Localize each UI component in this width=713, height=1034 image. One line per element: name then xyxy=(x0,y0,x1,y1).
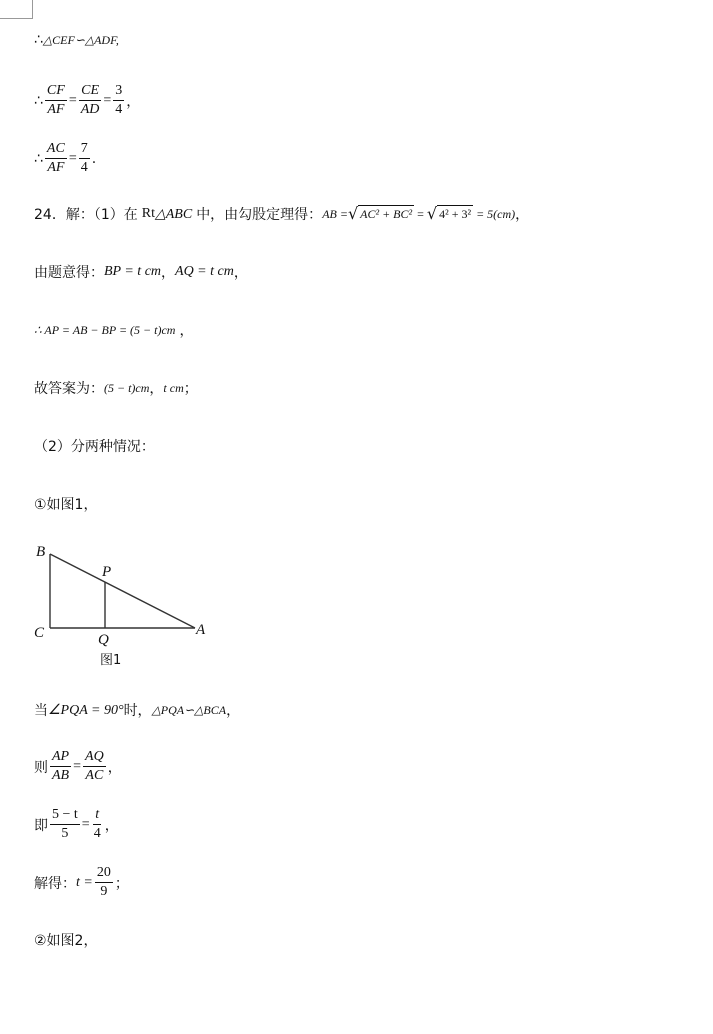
equals: = xyxy=(81,816,90,832)
therefore-symbol: ∴ xyxy=(34,32,43,48)
fraction-cf-af: $\frac{CF}{AF}$ xyxy=(46,83,65,117)
therefore-symbol: ∴ xyxy=(34,92,43,109)
namely-text: 即 xyxy=(34,817,48,834)
equals: = xyxy=(73,758,82,774)
equals: = xyxy=(417,206,424,221)
similarity-statement: △CEF∽△ADF, xyxy=(42,32,119,47)
line-ap xyxy=(34,320,193,340)
then-text: 则 xyxy=(34,759,48,776)
result-5cm: = 5(cm) xyxy=(476,206,516,221)
sqrt-ac-bc: √ AC² + BC² xyxy=(347,204,413,223)
line-ratio-3-4 xyxy=(34,82,140,119)
fraction-ce-ad: $\frac{CE}{AD}$ xyxy=(80,83,100,117)
figure-caption: 图1 xyxy=(100,653,122,668)
punctuation: ； xyxy=(114,875,129,892)
line-namely xyxy=(34,806,119,843)
t-equals: t = xyxy=(76,874,93,890)
rt-label: Rt xyxy=(141,206,155,221)
given-text: 由题意得： xyxy=(34,265,104,281)
answer-aq: t cm xyxy=(163,380,184,395)
sqrt-4-3: √ 4² + 3² xyxy=(426,204,472,223)
ap-expression: ∴ AP = AB − BP = (5 − t)cm xyxy=(34,322,176,337)
punctuation: ； xyxy=(183,381,198,397)
fraction-20-9: $\frac{20}{9}$ xyxy=(96,865,111,899)
side-ba xyxy=(50,554,195,628)
time-text: 时， xyxy=(123,703,152,719)
therefore-symbol: ∴ xyxy=(34,150,43,167)
when-text: 当 xyxy=(34,703,48,719)
problem-heading: 24．解：（1）在 xyxy=(34,207,138,223)
line-q24-pythagoras xyxy=(34,204,529,224)
line-case1 xyxy=(34,494,97,514)
label-a: A xyxy=(196,622,206,638)
line-ratio-7-4 xyxy=(34,140,96,177)
fraction-t-over-4: $\frac{t}{4}$ xyxy=(93,807,101,841)
triangle-diagram xyxy=(30,540,230,670)
angle-pqa: ∠PQA = 90° xyxy=(48,702,124,718)
line-two-cases xyxy=(34,436,155,456)
triangle-abc: △ABC xyxy=(154,206,193,222)
equals: = xyxy=(68,92,77,108)
fraction-5-minus-t-over-5: $\frac{5 - t}{5}$ xyxy=(52,807,78,841)
label-p: P xyxy=(102,564,112,580)
two-cases-text: （2）分两种情况： xyxy=(34,439,155,455)
line-when-angle xyxy=(34,700,240,720)
label-c: C xyxy=(34,625,45,641)
similarity-pqa-bca: △PQA∽△BCA xyxy=(151,702,227,717)
punctuation: ， xyxy=(104,817,119,834)
fraction-ac-af: $\frac{AC}{AF}$ xyxy=(46,141,65,175)
punctuation: ， xyxy=(179,323,194,339)
punctuation: ， xyxy=(226,703,241,719)
line-case2 xyxy=(34,930,97,950)
figure-1 xyxy=(30,540,230,674)
line-given xyxy=(34,262,248,282)
separator: ， xyxy=(161,265,176,281)
separator: ， xyxy=(149,381,164,397)
punctuation: . xyxy=(91,150,97,167)
answer-ap: (5 − t)cm xyxy=(104,380,150,395)
page-corner-mark xyxy=(0,0,33,19)
line-answer xyxy=(34,378,198,398)
equals: = xyxy=(68,150,77,166)
line-similar-triangles xyxy=(34,32,119,48)
solve-text: 解得： xyxy=(34,875,76,892)
equals: = xyxy=(103,92,112,108)
line-then-ratio xyxy=(34,748,122,785)
fraction-7-4: $\frac{7}{4}$ xyxy=(80,141,88,175)
fraction-ap-ab: $\frac{AP}{AB}$ xyxy=(52,749,70,783)
aq-expression: AQ = t cm xyxy=(175,264,234,279)
ab-expression: AB = xyxy=(322,206,348,221)
punctuation: ， xyxy=(126,93,141,110)
bp-expression: BP = t cm xyxy=(104,264,162,279)
case1-text: ①如图1， xyxy=(34,497,98,513)
punctuation: ， xyxy=(107,759,122,776)
punctuation: ， xyxy=(233,265,248,281)
fraction-3-4: $\frac{3}{4}$ xyxy=(115,83,123,117)
pythagoras-text: 中，由勾股定理得： xyxy=(196,207,323,223)
line-solution xyxy=(34,864,129,901)
case2-text: ②如图2， xyxy=(34,933,98,949)
label-q: Q xyxy=(98,632,109,648)
punctuation: ， xyxy=(515,207,530,223)
fraction-aq-ac: $\frac{AQ}{AC}$ xyxy=(85,749,104,783)
answer-label: 故答案为： xyxy=(34,381,104,397)
label-b: B xyxy=(36,544,46,560)
